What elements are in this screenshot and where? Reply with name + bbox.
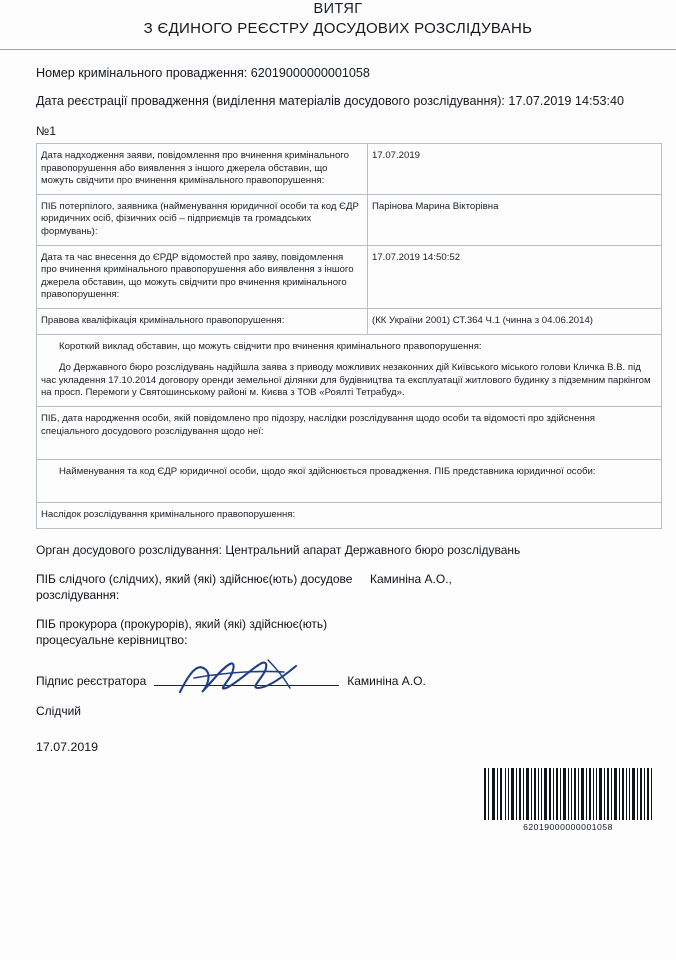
signature-row [36, 668, 662, 688]
row-value: 17.07.2019 [368, 144, 662, 195]
row-value: (КК України 2001) СТ.364 Ч.1 (чинна з 04.06.2014) [368, 308, 662, 334]
table-row-legal-entity [37, 459, 662, 502]
result-heading: Наслідок розслідування кримінального правопорушення: [41, 508, 296, 520]
authority-line: Орган досудового розслідування: Центральний апарат Державного бюро розслідувань [36, 542, 521, 557]
summary-text: До Державного бюро розслідувань надійшла заява з приводу можливих незаконних дій Київського міського голови Кличка В.В. під час укладення 17.10.2014 договору оренди земельної ділянки для будівництва та експлуатації житлового будинку з підземним паркінгом на просп. Перемоги у Святошинському районі м. Києва з ТОВ «Роялті Тетрабуд». [41, 362, 651, 399]
document-title-primary: ВИТЯГ [313, 1, 363, 17]
barcode-number: 62019000000001058 [523, 822, 613, 832]
details-table [36, 143, 662, 529]
investigator-value: Каминіна А.О., [370, 571, 452, 586]
prosecutor-row [36, 616, 662, 648]
row-value: 17.07.2019 14:50:52 [368, 245, 662, 308]
table-row [37, 245, 662, 308]
signature-label: Підпис реєстратора [36, 673, 147, 688]
barcode-block [482, 768, 654, 832]
suspect-heading: ПІБ, дата народження особи, якій повідомлено про підозру, наслідки розслідування щодо особи та відомості про здійснення спеціального досудового розслідування щодо неї: [41, 412, 595, 437]
footer-date: 17.07.2019 [36, 739, 99, 754]
registration-date-line: Дата реєстрації провадження (виділення матеріалів досудового розслідування): 17.07.2019 14:53:40 [36, 94, 624, 108]
row-label: ПІБ потерпілого, заявника (найменування юридичної особи та код ЄДР юридичних осіб, фізичних осіб – підприємців та громадських формувань): [37, 194, 368, 245]
table-row-result [37, 502, 662, 528]
table-row [37, 308, 662, 334]
summary-cell [37, 334, 662, 406]
investigator-label: ПІБ слідчого (слідчих), який (які) здійснює(ють) досудове розслідування: [36, 571, 353, 602]
row-label: Дата та час внесення до ЄРДР відомостей про заяву, повідомлення про вчинення кримінального правопорушення або виявлення з іншого джерела обставин, що можуть свідчити про вчинення кримінального правопорушення: [37, 245, 368, 308]
document-footer [0, 542, 676, 754]
record-number: №1 [36, 124, 57, 138]
legal-entity-heading: Найменування та код ЄДР юридичної особи, щодо якої здійснюється провадження. ПІБ представника юридичної особи: [59, 465, 596, 477]
row-label: Дата надходження заяви, повідомлення про вчинення кримінального правопорушення або виявлення з іншого джерела обставин, що можуть свідчити про вчинення кримінального правопорушення: [37, 144, 368, 195]
document-title-secondary: З ЄДИНОГО РЕЄСТРУ ДОСУДОВИХ РОЗСЛІДУВАНЬ [143, 20, 533, 37]
case-number-line: Номер кримінального провадження: 62019000000001058 [36, 66, 370, 80]
legal-entity-cell [37, 459, 662, 502]
table-row [37, 144, 662, 195]
handwritten-signature-icon [172, 658, 322, 698]
row-value: Парінова Марина Вікторівна [368, 194, 662, 245]
summary-heading: Короткий виклад обставин, що можуть свідчити про вчинення кримінального правопорушення: [59, 340, 482, 352]
signer-role: Слідчий [36, 703, 81, 718]
table-row-suspect [37, 406, 662, 459]
signature-name: Каминіна А.О. [347, 673, 426, 688]
table-row-summary [37, 334, 662, 406]
prosecutor-label: ПІБ прокурора (прокурорів), який (які) здійснює(ють) процесуальне керівництво: [36, 616, 328, 647]
signature-line [154, 685, 339, 686]
result-cell [37, 502, 662, 528]
barcode-icon [482, 768, 654, 820]
document-body [0, 66, 676, 529]
table-row [37, 194, 662, 245]
signature-field [154, 668, 339, 688]
header-divider [0, 49, 676, 50]
investigator-row [36, 571, 662, 603]
suspect-cell [37, 406, 662, 459]
document-header [0, 0, 676, 39]
row-label: Правова кваліфікація кримінального правопорушення: [37, 308, 368, 334]
